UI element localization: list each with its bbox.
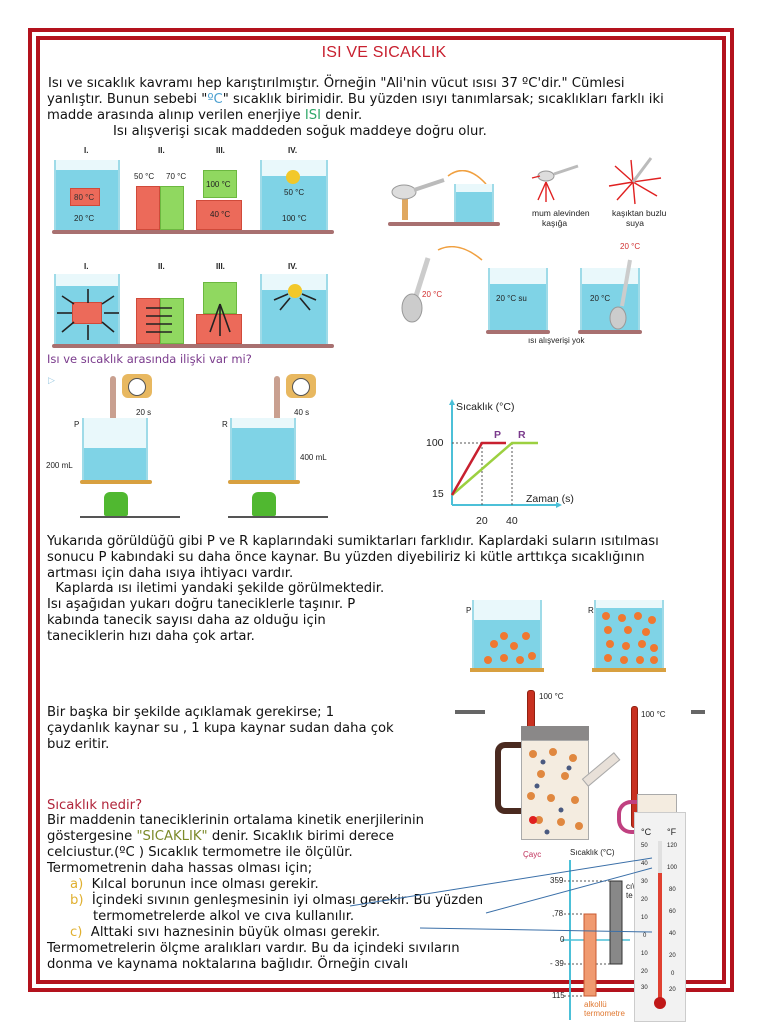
water-20 — [490, 284, 546, 330]
water-temp: 20 °C su — [496, 294, 527, 303]
list-item-b-cont — [93, 909, 354, 924]
teapot-thermo-temp: 100 °C — [539, 692, 564, 701]
c-tick: 30 — [641, 985, 648, 991]
section-text: göstergesine — [47, 829, 137, 844]
particles-p-label: P — [466, 606, 472, 615]
x-tick-20: 20 — [476, 515, 488, 527]
f-tick: 80 — [669, 887, 676, 893]
block-red-temp: 50 °C — [134, 172, 155, 181]
c-tick: 10 — [641, 915, 648, 921]
chart-ylabel: Sıcaklık (°C) — [456, 401, 515, 413]
y-tick-15: 15 — [432, 488, 444, 500]
thermometer-range-chart — [540, 848, 640, 1024]
para3-line-1: Bir başka bir şekilde açıklamak gerekirse; 1 — [47, 705, 335, 720]
plate — [470, 668, 544, 672]
play-icon: ▷ — [48, 376, 55, 386]
ice-spoon-radiation-icon — [605, 156, 665, 206]
spoon-heat-figure — [380, 150, 700, 350]
wall-thermometer — [634, 812, 686, 1022]
c-tick: 0 — [643, 933, 647, 939]
para2-line-6: kabında tanecik sayısı daha az olduğu için — [47, 613, 326, 628]
f-tick: 20 — [669, 953, 676, 959]
spoon-icon — [398, 246, 488, 326]
para2-line-2: sonucu P kabındaki su daha önce kaynar. Bu yüzden diyebiliriz ki kütle arttıkça sıcaklığının — [47, 550, 645, 565]
ground-line — [228, 516, 328, 518]
beaker-p-label: P — [74, 420, 80, 429]
no-exchange-caption: ısı alışverişi yok — [528, 336, 585, 345]
thermometer-bulb — [654, 997, 666, 1009]
tick-115: 115 — [552, 991, 565, 1000]
c-tick: 20 — [641, 969, 648, 975]
water-r — [232, 428, 294, 480]
label-ice-2: suya — [626, 218, 644, 228]
spoon-temp: 20 °C — [422, 290, 443, 299]
particles-r-icon — [596, 608, 662, 668]
water-temp-iv: 100 °C — [282, 214, 307, 223]
para2-line-3: artması için daha ısıya ihtiyacı vardır. — [47, 566, 294, 581]
intro-line-1: Isı ve sıcaklık kavramı hep karıştırılmıştır. Örneğin "Ali'nin vücut ısısı 37 ºC'dir." Cümlesi — [48, 76, 625, 91]
label-iii: III. — [216, 146, 225, 155]
ground-line — [80, 516, 180, 518]
label-candle-1: mum alevinden — [532, 208, 590, 218]
series-p-label: P — [494, 429, 502, 441]
intro-text: denir. — [321, 108, 363, 123]
list-text: Alttaki sıvı haznesinin büyük olması gerekir. — [90, 925, 381, 940]
teapot-handle — [495, 742, 523, 814]
intro-text: yanlıştır. Bunun sebebi " — [47, 92, 208, 107]
teapot-lid — [521, 726, 589, 740]
c-tick: 10 — [641, 951, 648, 957]
hot-object-temp: 80 °C — [74, 193, 95, 202]
tick-0: 0 — [560, 935, 565, 944]
tick-minus39: - 39 — [550, 959, 564, 968]
c-tick: 30 — [641, 879, 648, 885]
para3-line-3: buz eritir. — [47, 737, 110, 752]
para2-line-7: taneciklerin hızı daha çok artar. — [47, 629, 255, 644]
label-i: I. — [84, 262, 89, 271]
ball-temp: 50 °C — [284, 188, 305, 197]
isi-highlight: ISI — [304, 108, 322, 123]
shelf-edge — [691, 710, 705, 714]
shelf — [486, 330, 550, 334]
teapot-caption: Çayc — [523, 850, 542, 859]
f-tick: 60 — [669, 909, 676, 915]
label-iii: III. — [216, 262, 225, 271]
y-tick-100: 100 — [426, 437, 444, 449]
candle-spoon-radiation-icon — [530, 156, 580, 206]
section-line-6: donma ve kaynama noktalarına bağlıdır. Örneğin cıvalı — [47, 957, 409, 972]
label-i: I. — [84, 146, 89, 155]
series-r-label: R — [518, 429, 526, 441]
f-tick: 100 — [667, 865, 678, 871]
block-top-temp: 100 °C — [206, 180, 231, 189]
shelf-edge — [455, 710, 485, 714]
para2-line-1: Yukarıda görüldüğü gibi P ve R kaplarındaki sumiktarları farklıdır. Kaplardaki suların ısıtılması — [47, 534, 659, 549]
ball — [286, 170, 300, 184]
section-text: denir. Sıcaklık birimi derece — [207, 829, 394, 844]
shelf — [578, 330, 642, 334]
intro-text: madde arasında alınıp verilen enerjiye — [47, 108, 305, 123]
volume-p: 200 mL — [46, 461, 73, 470]
time-r: 40 s — [294, 408, 310, 417]
heat-examples-figure — [48, 146, 368, 236]
intro-text: " sıcaklık birimidir. Bu yüzden ısıyı tanımlarsak; sıcaklıkları farklı iki — [222, 92, 664, 107]
c-tick: 50 — [641, 843, 648, 849]
label-ii: II. — [158, 146, 165, 155]
list-item-c — [70, 925, 380, 940]
list-marker: a) — [70, 877, 84, 892]
celsius-unit: °C — [641, 827, 652, 837]
water-temp-i: 20 °C — [74, 214, 95, 223]
unit-highlight: ºC — [207, 92, 223, 107]
label-ice-1: kaşıktan buzlu — [612, 208, 667, 218]
stopwatch-face — [128, 378, 146, 396]
radiating-arrows-icon — [54, 286, 122, 344]
intro-line-2 — [47, 92, 664, 108]
section-line-2 — [47, 829, 394, 845]
liquid-column — [658, 873, 662, 1001]
chart-xlabel: Zaman (s) — [526, 493, 574, 505]
shelf — [52, 230, 334, 234]
mercury-label-1: cı\ — [626, 882, 635, 891]
para3-line-2: çaydanlık kaynar su , 1 kupa kaynar sudan daha çok — [47, 721, 394, 736]
list-marker: b) — [70, 893, 84, 908]
spoon-icon — [600, 256, 640, 336]
shelf — [52, 344, 334, 348]
mercury-label-2: te — [626, 891, 633, 900]
tick-78: ,78 — [552, 909, 564, 918]
heat-flow-figure — [48, 262, 368, 352]
c-tick: 40 — [641, 861, 648, 867]
c-tick: 20 — [641, 897, 648, 903]
range-ylabel: Sıcaklık (°C) — [570, 848, 615, 857]
water-p — [84, 448, 146, 480]
beaker-r-label: R — [222, 420, 228, 429]
tick-359: 359 — [550, 876, 564, 885]
particles-r-label: R — [588, 606, 594, 615]
f-tick: 120 — [667, 843, 678, 849]
tripod-top — [228, 480, 300, 484]
plate — [592, 668, 666, 672]
question-heading: Isı ve sıcaklık arasında ilişki var mi? — [47, 352, 252, 366]
burner-r — [252, 492, 276, 516]
list-text: İçindeki sıvının genleşmesinin iyi olması gerekir. Bu yüzden — [91, 893, 484, 908]
para2-line-5: Isı aşağıdan yukarı doğru taneciklerle taşınır. P — [47, 597, 356, 612]
section-line-5: Termometrelerin ölçme aralıkları vardır. Bu da içindeki sıvıların — [47, 941, 460, 956]
list-text: Kılcal borunun ince olması gerekir. — [91, 877, 319, 892]
f-tick: 40 — [669, 931, 676, 937]
section-heading: Sıcaklık nedir? — [47, 798, 143, 813]
heating-figure — [44, 370, 374, 520]
fahrenheit-unit: °F — [667, 827, 677, 837]
list-text: termometrelerde alkol ve cıva kullanılır. — [93, 909, 355, 924]
stopwatch-face — [292, 378, 310, 396]
section-line-1: Bir maddenin taneciklerinin ortalama kinetik enerjilerinin — [47, 813, 425, 828]
alcohol-label-2: termometre — [584, 1009, 625, 1018]
cup-thermo-temp: 100 °C — [641, 710, 666, 719]
time-p: 20 s — [136, 408, 152, 417]
page-title: ISI VE SICAKLIK — [321, 44, 447, 61]
block-red — [136, 186, 160, 230]
label-candle-2: kaşığa — [542, 218, 568, 228]
tripod-top — [80, 480, 152, 484]
particles-p-icon — [474, 620, 540, 668]
para2-line-4: Kaplarda ısı iletimi yandaki şekilde görülmektedir. — [47, 581, 385, 596]
label-ii: II. — [158, 262, 165, 271]
list-item-a — [70, 877, 319, 892]
label-iv: IV. — [288, 262, 298, 271]
alcohol-label-1: alkollü — [584, 1000, 607, 1009]
spoon-in-temp: 20 °C — [620, 242, 641, 251]
temperature-time-chart — [410, 395, 600, 530]
teapot-pattern-icon — [521, 740, 589, 840]
burner-p — [104, 492, 128, 516]
intro-line-4: Isı alışverişi sıcak maddeden soğuk maddeye doğru olur. — [113, 124, 487, 139]
sicaklik-highlight: "SICAKLIK" — [136, 829, 208, 844]
volume-r: 400 mL — [300, 453, 327, 462]
section-line-4: Termometrenin daha hassas olması için; — [47, 861, 313, 876]
section-line-3: celciustur.(ºC ) Sıcaklık termometre ile ölçülür. — [47, 845, 353, 860]
block-bottom-temp: 40 °C — [210, 210, 231, 219]
downward-arrows-icon — [198, 302, 242, 342]
inward-arrows-icon — [270, 290, 320, 316]
f-tick: 0 — [671, 971, 675, 977]
transfer-arrows-icon — [144, 302, 180, 342]
block-green-temp: 70 °C — [166, 172, 187, 181]
list-marker: c) — [70, 925, 83, 940]
f-tick: 20 — [669, 987, 676, 993]
ice-water — [456, 192, 492, 222]
list-item-b — [70, 893, 483, 908]
block-green — [160, 186, 184, 230]
beaker-temp: 20 °C — [590, 294, 611, 303]
intro-line-3 — [47, 108, 362, 124]
x-tick-40: 40 — [506, 515, 518, 527]
particles-figure — [460, 598, 710, 678]
label-iv: IV. — [288, 146, 298, 155]
